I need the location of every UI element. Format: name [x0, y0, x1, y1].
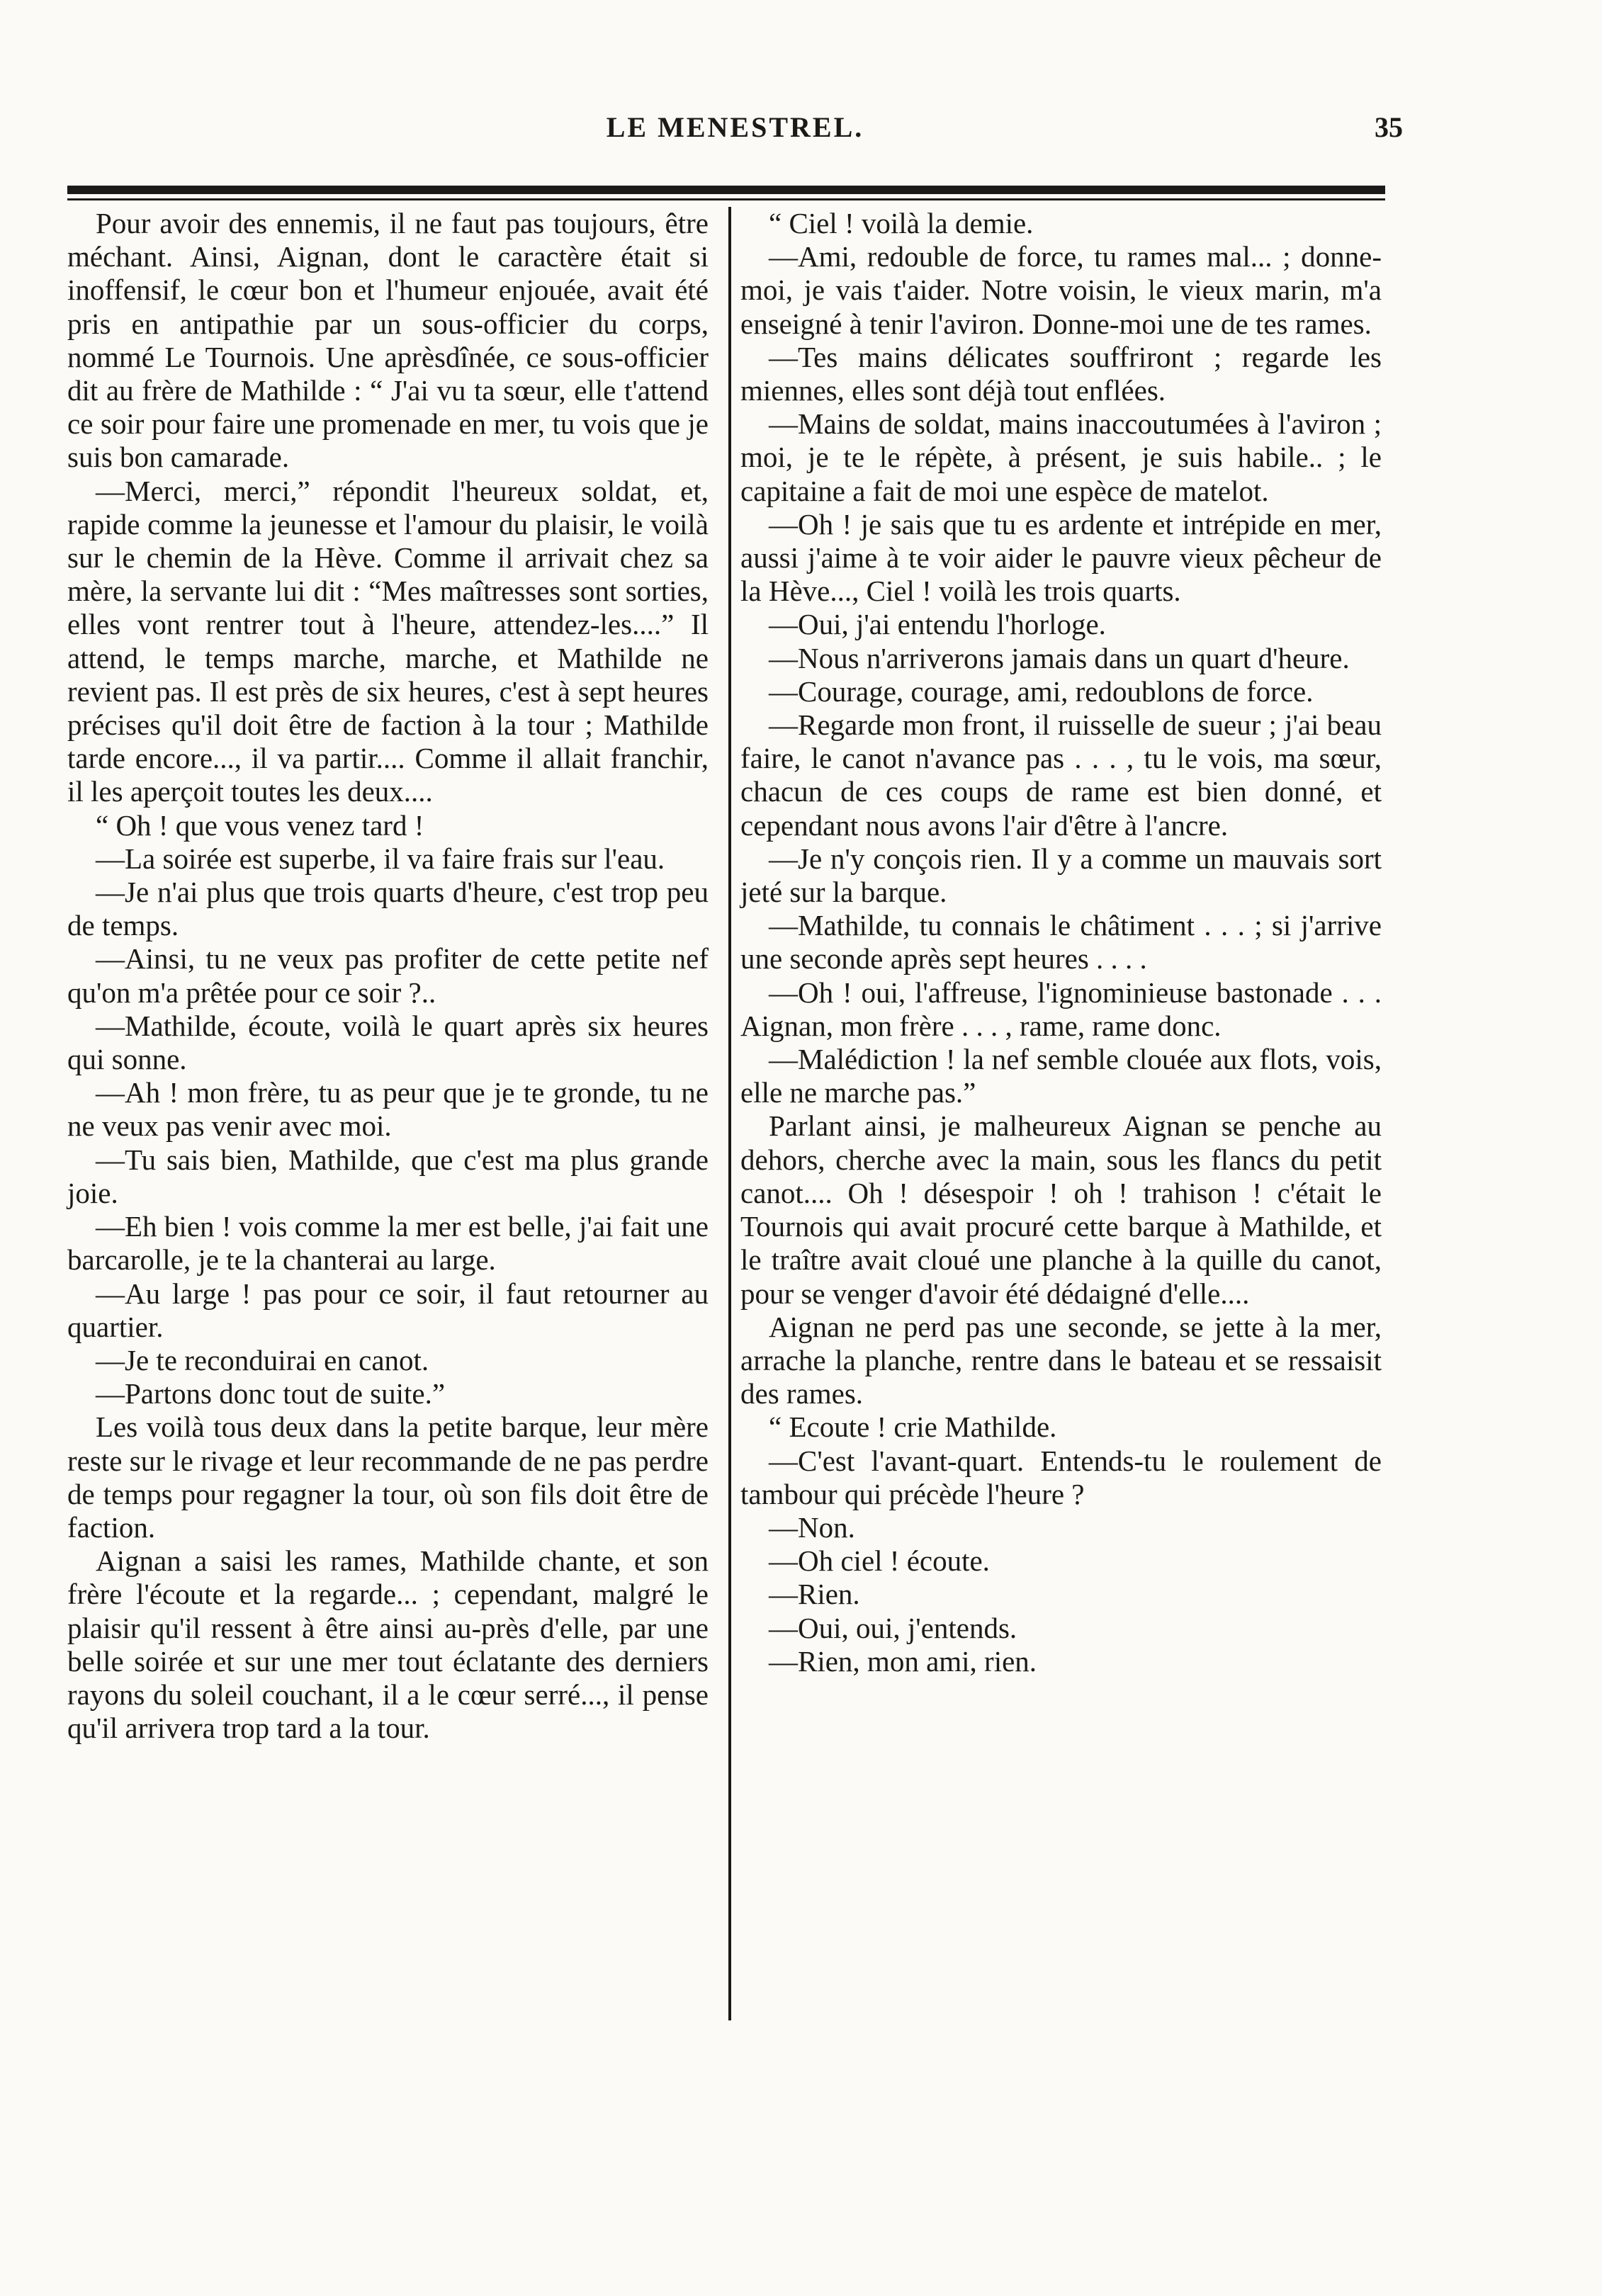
paragraph: —Eh bien ! vois comme la mer est belle, j'ai fait une barcarolle, je te la chanterai au large.	[67, 1210, 709, 1277]
paragraph: “ Oh ! que vous venez tard !	[96, 808, 424, 842]
paragraph: Parlant ainsi, je malheureux Aignan se penche au dehors, cherche avec la main, sous les flancs du petit canot.... Oh ! désespoir ! oh ! trahison ! c'était le Tournois qui avait procuré cette barque à Mathilde, et le traître avait cloué une planche à la quille du canot, pour se venger d'avoir été dédaigné d'elle....	[740, 1109, 1382, 1310]
paragraph: Les voilà tous deux dans la petite barque, leur mère reste sur le rivage et leur recommande de ne pas perdre de temps pour regagner la tour, où son fils doit être de faction.	[67, 1410, 709, 1544]
paragraph: —Courage, courage, ami, redoublons de force.	[769, 674, 1314, 708]
page-header	[67, 106, 1403, 149]
header-rule-thick	[67, 186, 1385, 194]
paragraph: —La soirée est superbe, il va faire frais sur l'eau.	[96, 842, 665, 875]
paragraph: —Partons donc tout de suite.”	[96, 1377, 446, 1410]
paragraph: —Oh ! je sais que tu es ardente et intrépide en mer, aussi j'aime à te voir aider le pauvre vieux pêcheur de la Hève..., Ciel ! voilà les trois quarts.	[740, 507, 1382, 608]
paragraph: —Rien, mon ami, rien.	[769, 1644, 1037, 1678]
right-column	[740, 207, 1382, 1678]
paragraph: —Ainsi, tu ne veux pas profiter de cette petite nef qu'on m'a prêtée pour ce soir ?..	[67, 942, 709, 1009]
paragraph: —Ami, redouble de force, tu rames mal... ; donne-moi, je vais t'aider. Notre voisin, le vieux marin, m'a enseigné à tenir l'aviron. Donne-moi une de tes rames.	[740, 240, 1382, 340]
paragraph: —Mains de soldat, mains inaccoutumées à l'aviron ; moi, je te le répète, à présent, je suis habile.. ; le capitaine a fait de moi une espèce de matelot.	[740, 407, 1382, 507]
paragraph: —Oh ! oui, l'affreuse, l'ignominieuse bastonade . . . Aignan, mon frère . . . , rame, rame donc.	[740, 975, 1382, 1042]
left-column	[67, 207, 709, 1745]
paragraph: “ Ciel ! voilà la demie.	[769, 207, 1034, 239]
paragraph: —Rien.	[769, 1578, 860, 1611]
paragraph: “ Ecoute ! crie Mathilde.	[769, 1410, 1057, 1444]
paragraph: Aignan a saisi les rames, Mathilde chante, et son frère l'écoute et la regarde... ; cependant, malgré le plaisir qu'il ressent à être ainsi au-près d'elle, par une belle soirée et sur une mer tout éclatante des derniers rayons du soleil couchant, il a le cœur serré..., il pense qu'il arrivera trop tard a la tour.	[67, 1544, 709, 1745]
paragraph: —Oui, oui, j'entends.	[769, 1611, 1017, 1644]
paragraph: —Je n'y conçois rien. Il y a comme un mauvais sort jeté sur la barque.	[740, 842, 1382, 909]
paragraph: —Ah ! mon frère, tu as peur que je te gronde, tu ne ne veux pas venir avec moi.	[67, 1076, 709, 1143]
paragraph: —Tu sais bien, Mathilde, que c'est ma plus grande joie.	[67, 1143, 709, 1209]
paragraph: —Non.	[769, 1510, 855, 1544]
paragraph: —Tes mains délicates souffriront ; regarde les miennes, elles sont déjà tout enflées.	[740, 340, 1382, 407]
paragraph: Pour avoir des ennemis, il ne faut pas toujours, être méchant. Ainsi, Aignan, dont le caractère était si inoffensif, le cœur bon et l'humeur enjouée, avait été pris en antipathie par un sous-officier du corps, nommé Le Tournois. Une aprèsdînée, ce sous-officier dit au frère de Mathilde : “ J'ai vu ta sœur, elle t'attend ce soir pour faire une promenade en mer, tu vois que je suis bon camarade.	[67, 207, 709, 474]
paragraph: —Mathilde, tu connais le châtiment . . . ; si j'arrive une seconde après sept heures . . . .	[740, 909, 1382, 975]
paragraph: —Oh ciel ! écoute.	[769, 1544, 990, 1578]
paragraph: —Malédiction ! la nef semble clouée aux flots, vois, elle ne marche pas.”	[740, 1043, 1382, 1109]
paragraph: —Merci, merci,” répondit l'heureux soldat, et, rapide comme la jeunesse et l'amour du plaisir, le voilà sur le chemin de la Hève. Comme il arrivait chez sa mère, la servante lui dit : “Mes maîtresses sont sorties, elles vont rentrer tout à l'heure, attendez-les....” Il attend, le temps marche, marche, et Mathilde ne revient pas. Il est près de six heures, c'est à sept heures précises qu'il doit être de faction à la tour ; Mathilde tarde encore..., il va partir.... Comme il allait franchir, il les aperçoit toutes les deux....	[67, 474, 709, 808]
paragraph: —Nous n'arriverons jamais dans un quart d'heure.	[769, 641, 1350, 674]
paragraph: —Regarde mon front, il ruisselle de sueur ; j'ai beau faire, le canot n'avance pas . . . , tu le vois, ma sœur, chacun de ces coups de rame est bien donné, et cependant nous avons l'air d'être à l'ancre.	[740, 708, 1382, 842]
paragraph: —Oui, j'ai entendu l'horloge.	[769, 608, 1106, 641]
page-number: 35	[1375, 111, 1403, 143]
journal-title: LE MENESTREL.	[606, 111, 864, 143]
paragraph: —Je te reconduirai en canot.	[96, 1343, 429, 1376]
paragraph: Aignan ne perd pas une seconde, se jette à la mer, arrache la planche, rentre dans le bateau et se ressaisit des rames.	[740, 1310, 1382, 1410]
paragraph: —Mathilde, écoute, voilà le quart après six heures qui sonne.	[67, 1009, 709, 1076]
column-divider	[728, 207, 731, 2020]
header-rule-thin	[67, 198, 1385, 200]
paragraph: —Au large ! pas pour ce soir, il faut retourner au quartier.	[67, 1277, 709, 1343]
paragraph: —C'est l'avant-quart. Entends-tu le roulement de tambour qui précède l'heure ?	[740, 1444, 1382, 1510]
paragraph: —Je n'ai plus que trois quarts d'heure, c'est trop peu de temps.	[67, 876, 709, 942]
